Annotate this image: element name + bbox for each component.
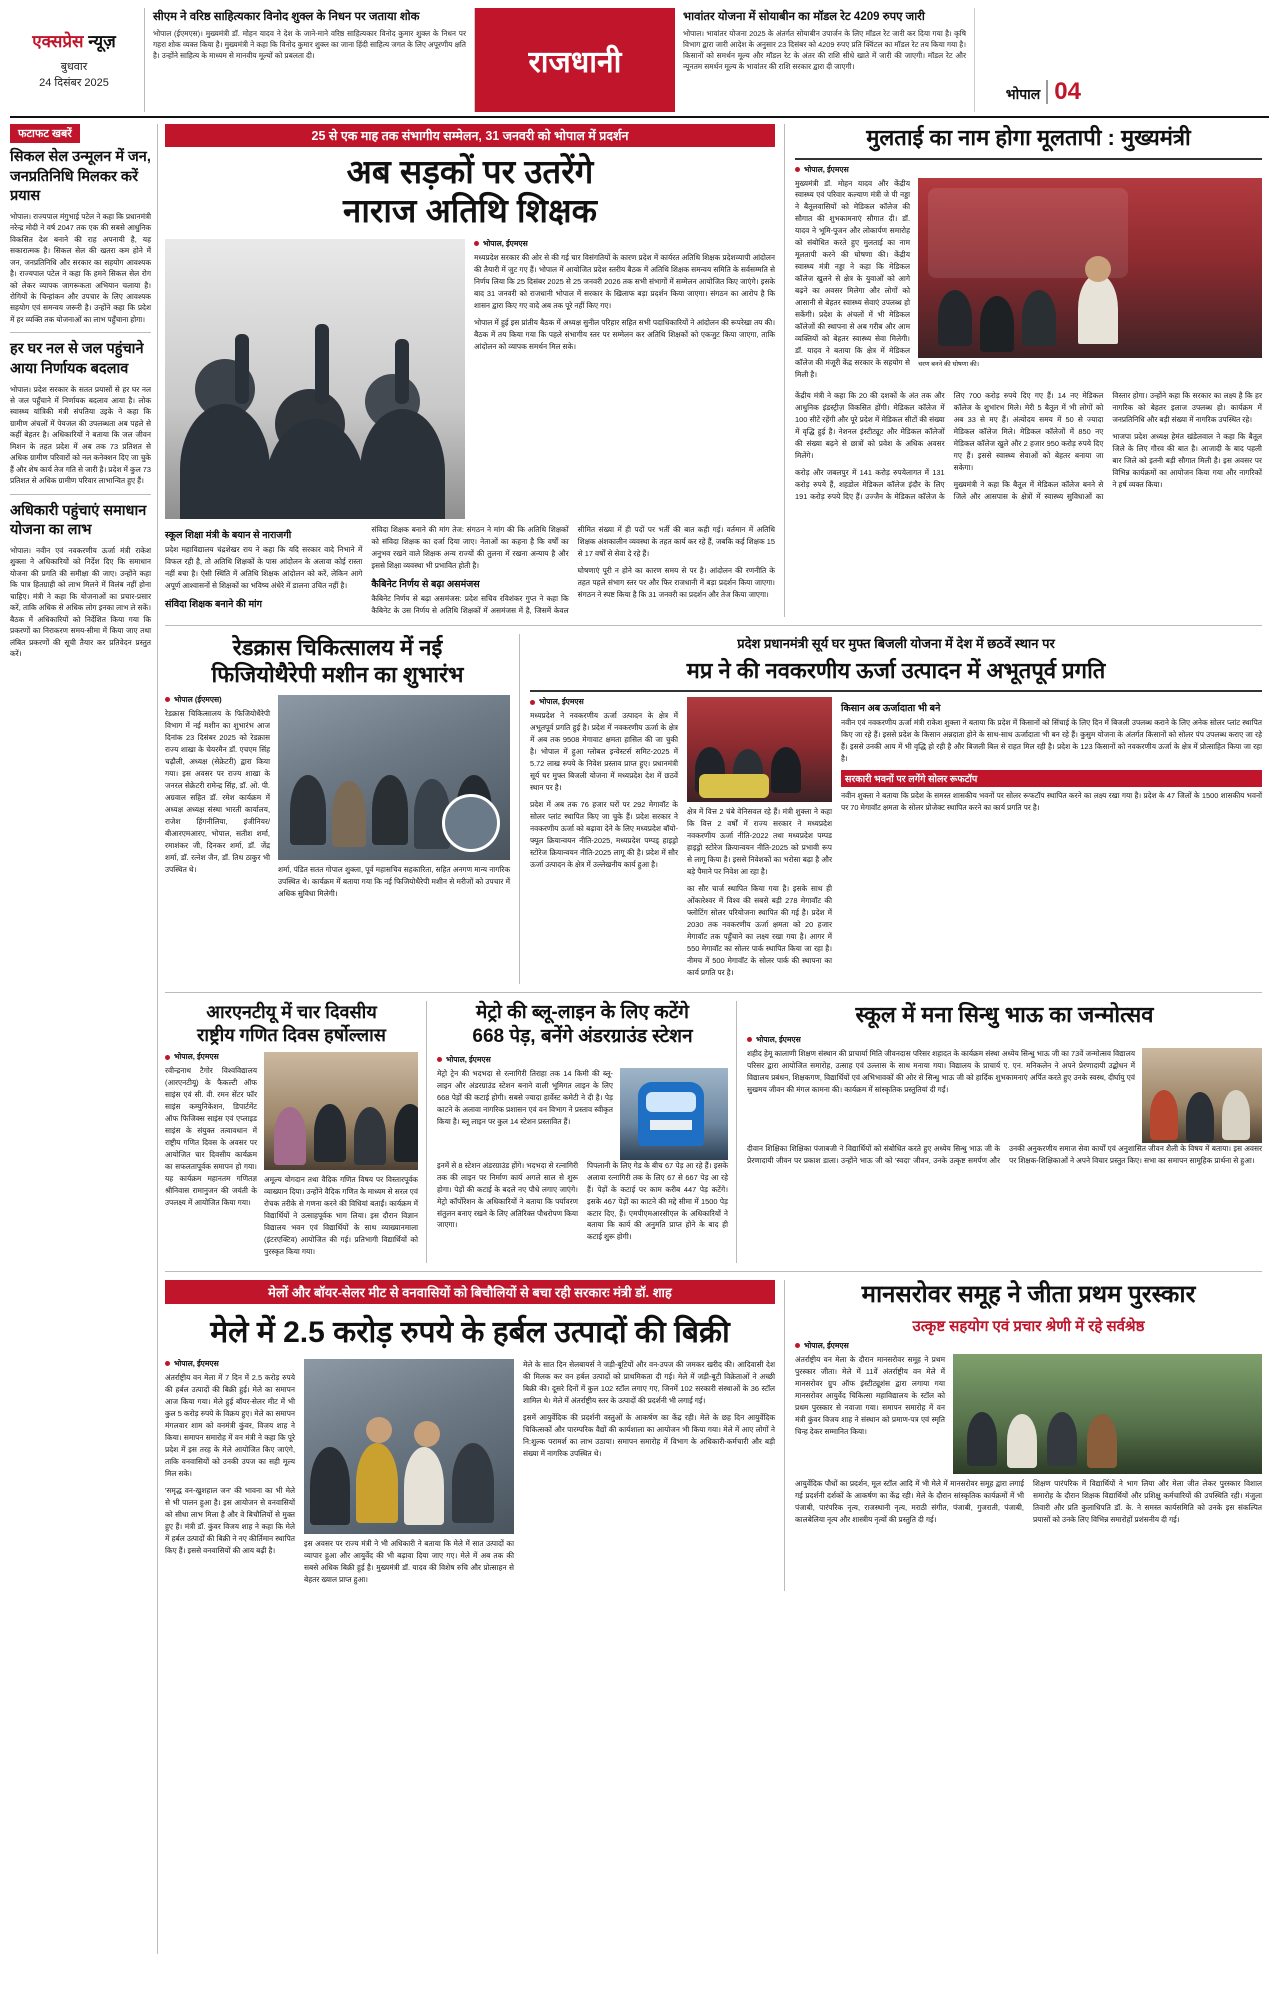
energy-byline: भोपाल, ईएमएस bbox=[530, 697, 678, 707]
edition-title-block bbox=[475, 8, 675, 112]
bottom-left-para-2: इस अवसर पर राज्य मंत्री ने भी अधिकारी ने बताया कि मेले में सात उत्पादों का व्यापार हुआ और आयुर्वेद की भी बढ़ावा दिया जाए गए। मेले में अब तक की सबसे अधिक बिक्री हुई है। मुख्यमंत्री डॉ. यादव की विशेष रुचि और प्रोत्साहन से बेहतर ख्याल प्राप्त हुआ। bbox=[304, 1538, 514, 1584]
dateline-date: 24 दिसंबर 2025 bbox=[39, 76, 109, 89]
school-story bbox=[747, 1001, 1262, 1263]
lead-headline bbox=[165, 153, 775, 231]
rntu-para-1: अमूल्य योगदान तथा वैदिक गणित विषय पर विस्तारपूर्वक व्याख्यान दिया। उन्होंने वैदिक गणित के माध्यम से सरल एवं रोचक तरीके से गणना करने की विधियां बताईं। कार्यक्रम में विद्यार्थियों ने उत्साहपूर्वक भाग लिया। इस दौरान विज्ञान विद्यालय भवन एवं विद्यार्थियों के साथ व्याख्यानमाला (इंटरएक्टिव) आयोजित की गई। प्रतिभागी विद्यार्थियों को पुरस्कृत किया गया। bbox=[264, 1175, 418, 1256]
energy-para-0: मध्यप्रदेश ने नवकरणीय ऊर्जा उत्पादन के क्षेत्र में अभूतपूर्व प्रगति हुई है। प्रदेश में नवकरणीय ऊर्जा के क्षेत्र में अब तक 9508 मेगावाट क्षमता हासिल की जा चुकी है। भोपाल में हुआ ग्लोबल इन्वेस्टर्स समिट-2025 में 5.72 लाख रुपये के निवेश प्रस्ताव प्राप्त हुए। प्रधानमंत्री सूर्य घर मुफ्त बिजली योजना में मध्यप्रदेश देश में छठवें स्थान पर है। bbox=[530, 711, 678, 793]
edition-title: राजधानी bbox=[528, 45, 622, 79]
energy-para-3: का सौर चार्ज स्थापित किया गया है। इसके साथ ही ओंकारेश्वर में विश्व की सबसे बड़ी 278 मेगावॉट की फ्लोटिंग सोलर परियोजना स्थापित की गई है। प्रदेश में 2030 तक नवकरणीय ऊर्जा क्षमता को 20 हजार मेगावॉट तक पहुँचाने का लक्ष्य रखा गया है। आगर में 550 मेगावॉट का सोलर पार्क स्थापित किया जा रहा है। नीमच में 500 मेगावॉट के सोलर पार्क की स्थापना का कार्य प्रगति पर है। bbox=[687, 884, 832, 978]
metro-para-2: पिपलानी के लिए गेड के बीच 67 पेड़ आ रहे हैं। इसके अलावा रत्नागिरी तक के लिए 67 से 667 पेड़ आ रहे हैं। पेड़ों के कटाई पर काम करीब 447 पेड़ कटेंगे। इसके 467 पेड़ों का काटने की मद्दे सीमा में 1500 पेड़ कटार दिए, हैं। एमपीएमआरसीएल के अधिकारियों ने बताया कि कार्य की अनुमति प्राप्त होने के बाद ही कटाई शुरू होगी। bbox=[587, 1160, 728, 1242]
multai-para-3: मुख्यमंत्री ने कहा कि बैतूल में मेडिकल कॉलेज बनने से जिले और आसपास के क्षेत्रों में स्वास्थ्य सुविधाओं का विस्तार होगा। उन्होंने कहा कि सरकार का लक्ष्य है कि हर नागरिक को बेहतर इलाज उपलब्ध हो। कार्यक्रम में जनप्रतिनिधि और बड़ी संख्या में नागरिक उपस्थित रहे। bbox=[953, 391, 1262, 502]
lead-headline-line1: अब सड़कों पर उतरेंगे bbox=[346, 153, 594, 190]
rail-item-2 bbox=[10, 502, 151, 660]
multai-photo-caption: चरण बनने की घोषणा की। bbox=[918, 360, 980, 368]
lead-para-5: घोषणाएं पूरी न होने का कारण समय से पर है। आंदोलन की रणनीति के तहत पहले संभाग स्तर पर और फिर राजधानी में बड़ा प्रदर्शन किया जाएगा। संगठन ने स्पष्ट किया है कि 31 जनवरी का प्रदर्शन और तेज किया जाएगा। bbox=[577, 565, 775, 599]
school-photo bbox=[1142, 1048, 1262, 1143]
multai-para-2: करोड़ और जबलपुर में 141 करोड़ रुपयेलागत में 131 करोड़ रुपये हैं, शहडोल मेडिकल कॉलेज इंदौर के लिए 191 करोड़ रुपये दिए हैं। उज्जैन के मेडिकल कॉलेज के लिए 700 करोड़ रुपये दिए गए हैं। 14 नए मेडिकल कॉलेज के शुभांरभ मिले। मेरी 5 बैतूल में भी लोगों को अब 33 से मए हैं। अंत्योदय समय में 50 से ज्यादा मेडिकल कॉलेज मिले। मेडिकल कॉलेजों में 850 नए मेडिकल कॉलेज खुले और 2 हजार 950 करोड़ रुपये दिए गए हैं। इससे स्वास्थ्य सेवाओं को बेहतर बनाया जा सकेगा। bbox=[795, 391, 1104, 502]
second-row bbox=[165, 634, 1262, 984]
masthead-news-2 bbox=[675, 8, 975, 112]
lead-subhead-0: स्कूल शिक्षा मंत्री के बयान से नाराजगी bbox=[165, 529, 292, 541]
redcross-para-0: रेडक्रास चिकित्सालय के फिजियोथैरेपी विभाग में नई मशीन का शुभारंभ आज दिनांक 23 दिसंबर 2025 को रेडक्रास राज्य शाखा के चेयरमैन डॉ. एचएम सिंह चढ़ौली, अध्यक्ष (सेक्रेटरी) द्वारा किया गया। इस अवसर पर राज्य शाखा के जनरल सेक्रेटरी रामेन्द्र सिंह, डॉ. ओ. पी. अग्रवाल सहित डॉ. रमेश कार्यक्रम में अध्यक्ष अध्यक्ष संस्था भारती कार्यालय, राजेश हिंगनीलिया, इंजीनियर/बीआरएमआरए, भोपाल, सतीश शर्मा, रमाशंकर जी, दिनकर शर्मा, डॉ. जेंद्र शर्मा, डॉ. रत्नेश जैन, डॉ. तिथ ठाकुर भी उपस्थित थे। bbox=[165, 708, 270, 874]
masthead-news-2-body: भोपाल। भावांतर योजना 2025 के अंतर्गत सोयाबीन उपार्जन के लिए मॉडल रेट जारी कर दिया गया है। कृषि विभाग द्वारा जारी आदेश के अनुसार 23 दिसंबर को 4209 रुपए प्रति क्विंटल का मॉडल रेट तय किया गया है। किसानों को समर्थन मूल्य और मॉडल रेट के अंतर की राशि सीधे खाते में जारी की जाएगी। मॉडल रेट और न्यूनतम समर्थन मूल्य के भावांतर की राशि सरकार द्वारा दी जाएगी। bbox=[683, 28, 966, 72]
rail-item-0-body: भोपाल। राज्यपाल मंगुभाई पटेल ने कहा कि प्रधानमंत्री नरेन्द्र मोदी ने वर्ष 2047 तक एक की सबसे आधुनिक विकसित देश बनाने की राह अपनायी है, यह सकारात्मक है। सिकल सेल की खतरा कम होने में जन, जनप्रतिनिधि और सरकार का सहयोग आवश्यक है। राज्यपाल पटेल ने कहा कि हमने सिकल सेल रोग को लेकर व्यापक जागरूकता अभियान चलाया है। रोगियों के चिन्हांकन और उपचार के लिए आवश्यक सहयोग एवं समन्वय जरूरी है। उन्होंने कहा कि प्रदेश में हर व्यक्ति तक योजनाओं का लाभ पहुँचाना होगा। bbox=[10, 211, 151, 324]
dateline-day: बुधवार bbox=[60, 60, 88, 73]
rntu-para-0: रवीन्द्रनाथ टैगोर विश्वविद्यालय (आरएनटीयू) के फैकल्टी ऑफ साइंस एवं सी. वी. रमन सेंटर फॉर साइंस कम्युनिकेशन, डिपार्टमेंट ऑफ फिजिक्स साइंस एवं एप्लाइड साइंस के संयुक्त तत्वावधान में राष्ट्रीय गणित दिवस के अवसर पर आयोजित चार दिवसीय कार्यक्रम का सफलतापूर्वक समापन हो गया। यह कार्यक्रम महानतम गणितज्ञ श्रीनिवास रामानुजन की जयंती के उपलक्ष्य में आयोजित किया गया। bbox=[165, 1066, 257, 1207]
bottom-right-byline: भोपाल, ईएमएस bbox=[795, 1341, 1262, 1351]
divider bbox=[10, 494, 151, 495]
metro-para-0: मेट्रो ट्रेन की भदभदा से रत्नागिरी तिराहा तक 14 किमी की ब्लू-लाइन और अंडरग्राउंड स्टेशन बनाने वाली भूमिगत लाइन के लिए 668 पेड़ों की कटाई होगी। सबसे ज्यादा हार्वेस्ट कमेटी ने दी है। पेड़ काटने के अलावा नागरिक प्रशासन एवं वन विभाग ने प्रस्ताव स्वीकृत किया है। ब्लू लाइन पर कुल 14 स्टेशन प्रस्तावित हैं। bbox=[437, 1068, 613, 1126]
multai-para-1: केंद्रीय मंत्री ने कहा कि 20 की दशकों के अंत तक और आधुनिक इंडस्ट्रीज़ विकसित होंगी। मेडिकल कॉलेज में 100 सीटें रहेंगी और पूरे प्रदेश में मेडिकल सीटों की संख्या में वृद्धि हुई है। नेशनल इंस्टीट्यूट और मेडिकल कॉलेजों की संख्या बढ़ने से छात्रों को प्रवेश के अधिक अवसर मिलेंगे। bbox=[795, 391, 945, 461]
masthead-news-1-heading: सीएम ने वरिष्ठ साहित्यकार विनोद शुक्ल के निधन पर जताया शोक bbox=[153, 11, 420, 23]
bottom-left-headline: मेले में 2.5 करोड़ रुपये के हर्बल उत्पादों की बिक्री bbox=[210, 1315, 730, 1349]
multai-para-4: भाजपा प्रदेश अध्यक्ष हेमंत खंडेलवाल ने कहा कि बैतूल जिले के लिए गौरव की बात है। आजादी के बाद पहली बार जिले को इतनी बड़ी सौगात मिली है। इस अवसर पर विभिन्न कार्यक्रमों का आयोजन किया गया और नागरिकों ने हर्ष व्यक्त किया। bbox=[1112, 432, 1262, 490]
brand-part-1: एक्सप्रेस bbox=[32, 31, 84, 51]
rntu-heading: आरएनटीयू में चार दिवसीय राष्ट्रीय गणित दिवस हर्षोल्लास bbox=[197, 1002, 386, 1045]
rail-item-1 bbox=[10, 340, 151, 486]
energy-photo bbox=[687, 697, 832, 802]
bottom-right-subheading: उत्कृष्ट सहयोग एवं प्रचार श्रेणी में रहे सर्वश्रेष्ठ bbox=[912, 1317, 1145, 1335]
multai-byline: भोपाल, ईएमएस bbox=[795, 165, 1262, 175]
rail-item-1-body: भोपाल। प्रदेश सरकार के सतत प्रयासों से हर घर नल से जल पहुँचाने में निर्णायक बदलाव आया है। लोक स्वास्थ्य यांत्रिकी मंत्री संपतिया उइके ने कहा कि ग्रामीण अंचलों में पेयजल की उपलब्धता अब पहले से कहीं बेहतर है। अधिकारियों ने बताया कि जल जीवन मिशन के तहत प्रदेश में अब तक 73 प्रतिशत से अधिक ग्रामीण परिवारों को नल कनेक्शन दिए जा चुके हैं और शेष कार्य तेज गति से जारी है। प्रदेश में कुल 73 प्रतिशत से अधिक ग्रामीण परिवार लाभान्वित हुए हैं। bbox=[10, 384, 151, 486]
redcross-byline: भोपाल (ईएमएस) bbox=[165, 695, 270, 705]
energy-kicker: प्रदेश प्रधानमंत्री सूर्य घर मुफ्त बिजली योजना में देश में छठवें स्थान पर bbox=[737, 635, 1055, 651]
bottom-left-photo bbox=[304, 1359, 514, 1534]
energy-para-1: प्रदेश में अब तक 76 हजार घरों पर 292 मेगावॉट के सोलर प्लांट स्थापित किए जा चुके हैं। प्रदेश सरकार ने नवकरणीय ऊर्जा को बढ़ावा देने के लिए मध्यप्रदेश बॉयो-फ्यूल क्रियान्वयन नीति-2025, मध्यप्रदेश पम्पड् हाइड्रो स्टोरेज क्रियान्वयन नीति-2025 लागू की है। प्रदेश में सौर ऊर्जा उत्पादन के क्षेत्र में उल्लेखनीय कार्य हुआ है। bbox=[530, 800, 678, 870]
rail-tag: फटाफट खबरें bbox=[10, 124, 80, 143]
lead-para-3: कैबिनेट निर्णय से बढ़ा असमंजस: प्रदेश सचिव रविशंकर गुप्त ने कहा कि कैबिनेट के उस निर्णय से अतिथि शिक्षकों में असमंजस में है, जिसमें केवल सीमित संख्या में ही पदों पर भर्ती की बात कही गई। वर्तमान में अतिथि शिक्षक अंशकालीन व्यवस्था के तहत कार्य कर रहे हैं, जबकि कई शिक्षक 15 से 17 वर्षों से सेवा दे रहे हैं। bbox=[371, 524, 775, 615]
redcross-heading: रेडक्रास चिकित्सालय में नई फिजियोथैरेपी मशीन का शुभारंभ bbox=[211, 634, 464, 688]
rail-item-0 bbox=[10, 148, 151, 325]
main-columns bbox=[158, 124, 1269, 1954]
multai-story bbox=[795, 124, 1262, 617]
masthead-news-1 bbox=[145, 8, 475, 112]
redcross-photo bbox=[278, 695, 510, 860]
multai-heading: मुलताई का नाम होगा मूलतापी : मुख्यमंत्री bbox=[866, 125, 1191, 150]
lead-story bbox=[165, 124, 785, 617]
bottom-row bbox=[165, 1280, 1262, 1591]
school-heading: स्कूल में मना सिन्धु भाऊ का जन्मोत्सव bbox=[855, 1002, 1154, 1028]
top-row bbox=[165, 124, 1262, 617]
rail-item-1-heading: हर घर नल से जल पहुंचाने आया निर्णायक बदलाव bbox=[10, 341, 144, 377]
bottom-left-story bbox=[165, 1280, 785, 1591]
bottom-right-para-1: आयुर्वेदिक पौधों का प्रदर्शन, मूल स्टॉल आदि में भी मेले में मानसरोवर समूह द्वारा लगाई गई प्रदर्शनी दर्शकों के आकर्षण का केंद्र रही। मेले के दौरान सांस्कृतिक कार्यक्रमों में भी पंजाबी, पारंपरिक नृत्य, राजस्थानी नृत्य, मराठी संगीत, पंजाबी, गुजराती, पंजाबी, कालबेलिया नृत्य और शास्त्रीय नृत्यों की प्रस्तुति दी गई। bbox=[795, 1478, 1024, 1524]
multai-photo bbox=[918, 178, 1262, 358]
bottom-left-para-3: मेले के सात दिन सेलबायर्स ने जड़ी-बूटियों और वन-उपज की जमकर खरीद की। आदिवासी देश की मिलक कर वन हर्बल उत्पादों को प्राथमिकता दी गई। मेले में जड़ी-बूटी विक्रेताओं ने अच्छी बिक्री की। दूसरे दिनों में कुल 102 स्टॉल लगाए गए, जिनमें 102 सरकारी संस्थाओं के 36 स्टॉल शामिल थे। मेले में अंतर्राष्ट्रीय स्तर के उत्पादों की प्रदर्शनी भी लगाई गई। bbox=[523, 1359, 775, 1405]
rntu-story bbox=[165, 1001, 427, 1263]
energy-para-2: क्षेत्र में वित्त 2 चंबे वेनिसवल रहे हैं। मंत्री शुक्ला ने कहा कि वित्त 2 वर्षों में राज्य सरकार ने मध्यप्रदेश नवकरणीय ऊर्जा नीति-2022 तथा मध्यप्रदेश पम्पड हाइड्रो स्टोरेज क्रियान्वयन नीति-2025 को प्रभावी रूप से लागू किया है। इससे निवेशकों का भरोसा बढ़ा है और बड़े पैमाने पर निवेश आ रहा है। bbox=[687, 807, 832, 877]
third-row bbox=[165, 1001, 1262, 1263]
bottom-right-photo bbox=[953, 1354, 1262, 1474]
lead-banner: 25 से एक माह तक संभागीय सम्मेलन, 31 जनवरी को भोपाल में प्रदर्शन bbox=[165, 124, 775, 147]
lead-byline: भोपाल, ईएमएस bbox=[474, 239, 775, 249]
page-number: 04 bbox=[1046, 80, 1081, 104]
masthead-logo bbox=[10, 8, 145, 112]
rail-item-2-body: भोपाल। नवीन एवं नवकरणीय ऊर्जा मंत्री राकेश शुक्ला ने अधिकारियों को निर्देश दिए कि समाधान योजना की प्रगति की समीक्षा की जाए। उन्होंने कहा कि पात्र हितग्राही को लाभ मिलने में विलंब नहीं होना चाहिए। मंत्री ने कहा कि योजनाओं का प्रचार-प्रसार करें, ताकि अधिक से अधिक लोग इनका लाभ ले सकें। बैठक में अधिकारियों को निर्देशित किया गया कि प्रकरणों का निराकरण समय-सीमा में किया जाए तथा लंबित प्रकरणों की सूची तैयार कर प्रतिवेदन प्रस्तुत करें। bbox=[10, 545, 151, 659]
lead-photo bbox=[165, 239, 465, 519]
lead-photo-wrap bbox=[165, 239, 465, 519]
school-byline: भोपाल, ईएमएस bbox=[747, 1035, 1262, 1045]
bottom-left-para-1: 'समृद्ध वन-खुशहाल जन' की भावना का भी मेले से भी पालन हुआ है। इस आयोजन से वनवासियों को सीधा लाभ मिला है और वे बिचौलियों से मुक्त हुए हैं। मंत्री डॉ. कुंवर विजय शाह ने कहा कि मेले में हर्बल उत्पादों की बिक्री ने नए कीर्तिमान स्थापित किए हैं। इससे वनवासियों की आय बढ़ी है। bbox=[165, 1485, 295, 1555]
brand-part-2: न्यूज़ bbox=[83, 31, 116, 51]
redcross-story bbox=[165, 634, 520, 984]
brand-name bbox=[32, 29, 115, 52]
energy-sub2-title: सरकारी भवनों पर लगेंगे सोलर रूफटॉप bbox=[841, 770, 1262, 787]
multai-para-0: मुख्यमंत्री डॉ. मोहन यादव और केंद्रीय स्वास्थ्य एवं परिवार कल्याण मंत्री जे पी नड्डा ने बैतूलवासियों को मेडिकल कॉलेज की सौगात की शुभकामनाएं सौगात दी। डॉ. यादव ने भूमि-पूजन और लोकार्पण समारोह को संबोधित करते हुए मुलताई का नाम मूलतापी करने की घोषणा की। केंद्रीय स्वास्थ्य मंत्री नड्डा ने कहा कि मेडिकल कॉलेज खुलने से क्षेत्र के युवाओं को आगे बढ़ने का अवसर मिलेगा और लोगों को आसानी से बेहतर स्वास्थ्य सेवाएं उपलब्ध हो सकेंगी। प्रदेश के अंचलों में भी मेडिकल कॉलेजों की स्थापना से अब गरीब और आम व्यक्तियों को बेहतर स्वास्थ्य सेवा मिलेगी। डॉ. यादव ने बताया कि क्षेत्र में मेडिकल कॉलेज की मंजूरी केंद्र सरकार के सहयोग से मिली है। bbox=[795, 178, 910, 380]
lead-para-1: भोपाल में हुई इस प्रांतीय बैठक में अध्यक्ष सुनील परिहार सहित सभी पदाधिकारियों ने आंदोलन की रूपरेखा तय की। बैठक में तय किया गया कि पहले संभागीय स्तर पर सम्मेलन कर अतिथि शिक्षकों को एकजुट किया जाएगा, ताकि आंदोलन को व्यापक समर्थन मिल सके। bbox=[474, 317, 775, 351]
rntu-byline: भोपाल, ईएमएस bbox=[165, 1052, 257, 1062]
rail-item-0-heading: सिकल सेल उन्मूलन में जन, जनप्रतिनिधि मिलकर करें प्रयास bbox=[10, 149, 151, 205]
energy-sub2-body: नवीन शुक्ला ने बताया कि प्रदेश के समस्त शासकीय भवनों पर सोलर रूफटॉप स्थापित करने का लक्ष्य रखा गया है। प्रदेश के 47 जिलों के 1500 शासकीय भवनों पर 70 मेगावॉट क्षमता के सोलर प्रोजेक्ट स्थापित करने का कार्य प्रगति पर है। bbox=[841, 791, 1262, 813]
energy-heading: मप्र ने की नवकरणीय ऊर्जा उत्पादन में अभूतपूर्व प्रगति bbox=[686, 657, 1106, 683]
page-body bbox=[10, 124, 1269, 1954]
metro-byline: भोपाल, ईएमएस bbox=[437, 1055, 728, 1065]
bottom-left-para-4: इसमें आयुर्वेदिक की प्रदर्शनी वस्तुओं के आकर्षण का केंद्र रही। मेले के छह दिन आयुर्वेदिक चिकित्सकों और पारम्परिक वैद्यों की कार्यशाला का आयोजन भी किया गया। मेले में आए लोगों ने नि:शुल्क परामर्श का लाभ उठाया। समापन समारोह में विभाग के अधिकारी-कर्मचारी और बड़ी संख्या में नागरिक उपस्थित थे। bbox=[523, 1412, 775, 1458]
bottom-right-para-2: शिक्षण पारंपरिक में विद्यार्थियों ने भाग लिया और मेला जीत लेकर पुरस्कार विशाल समारोह के दौरान शिक्षक विद्यार्थियों और प्रशिक्षु कर्मचारियों की उपस्थिति रही। मंजुला तिवारी और प्रति कुलाधिपति डॉ. के. ने समस्त कार्यसमिति को उनके इस संकल्पित प्रयासों को उनके लिए विभिन्न समारोहों प्रशंसनीय दी गई। bbox=[1033, 1478, 1262, 1524]
school-para-1: दीवान शिक्षिका शिक्षिका पंजाबजी ने विद्यार्थियों को संबोधित करते हुए अध्येय सिन्धु भाऊ जी के प्रेरणादायी जीवन पर प्रकाश डाला। उन्होंने भाऊ जी को 'स्वदा' जीवन, उनके उत्कृष्ट समर्पण और उनकी अनुकरणीय समाज सेवा कार्यों एवं अनुशासित जीवन शैली के विषय में बताया। इस अवसर पर शिक्षक-शिक्षिकाओं ने अपने विचार प्रस्तुत किए। सभा का समापन सामूहिक प्रार्थना से हुआ। bbox=[747, 1143, 1262, 1165]
rntu-photo bbox=[264, 1052, 418, 1170]
bottom-right-para-0: अंतर्राष्ट्रीय वन मेला के दौरान मानसरोवर समूह ने प्रथम पुरस्कार जीता। मेले में 11वें अंतर्राष्ट्रीय वन मेले में मानसरोवर ग्रुप ऑफ इंस्टीट्यूशंस द्वारा लगाया गया मानसरोवर आयुर्वेद चिकित्सा महाविद्यालय के स्टॉल को प्रथम पुरस्कार से नवाजा गया। समापन समारोह में वन मंत्री कुंवर विजय शाह ने संस्थान को प्रमाण-पत्र एवं स्मृति चिन्ह देकर सम्मानित किया। bbox=[795, 1354, 945, 1436]
divider bbox=[10, 332, 151, 333]
lead-subhead-2: कैबिनेट निर्णय से बढ़ा असमंजस bbox=[371, 578, 480, 590]
bottom-right-story bbox=[795, 1280, 1262, 1591]
page-locator bbox=[975, 8, 1085, 112]
masthead-news-2-heading: भावांतर योजना में सोयाबीन का मॉडल रेट 4209 रुपए जारी bbox=[683, 11, 925, 23]
left-rail bbox=[10, 124, 158, 1954]
lead-para-0: मध्यप्रदेश सरकार की ओर से की गई चार विसंगतियों के कारण प्रदेश में कार्यरत अतिथि शिक्षक प्रदेशव्यापी आंदोलन की तैयारी में जुट गए हैं। भोपाल में आयोजित प्रदेश स्तरीय बैठक में अतिथि शिक्षक समन्वय समिति के सर्वसम्मति से निर्णय लिया कि 25 दिसंबर 2025 से 25 जनवरी 2026 तक सभी संभागों में सम्मेलन आयोजित किए जाएंगे। इसके बाद 31 जनवरी को राजधानी भोपाल में सरकार के खिलाफ बड़ा प्रदर्शन किया जाएगा। संगठन का आरोप है कि शासन द्वारा किए गए वादे अब तक पूरे नहीं किए गए। bbox=[474, 252, 775, 310]
masthead bbox=[10, 8, 1269, 118]
energy-sub1-body: नवीन एवं नवकरणीय ऊर्जा मंत्री राकेश शुक्ला ने बताया कि प्रदेश में किसानों को सिंचाई के लिए दिन में बिजली उपलब्ध कराने के लिए अनेक सोलर प्लांट स्थापित किए जा रहे हैं। इससे प्रदेश के किसान अन्नदाता होने के साथ-साथ ऊर्जादाता भी बन रहे हैं। कुसुम योजना के अंतर्गत किसानों को सोलर पंप उपलब्ध कराए जा रहे हैं। इससे उनकी आय में भी वृद्धि हो रही है और बिजली बिल से राहत मिल रही है। प्रदेश के 123 किसानों को नवकरणीय ऊर्जा के क्षेत्र में प्रोत्साहित किया जा रहा है। bbox=[841, 718, 1262, 764]
dateline bbox=[39, 60, 109, 92]
masthead-news-1-body: भोपाल (ईएमएस)। मुख्यमंत्री डॉ. मोहन यादव ने देश के जाने-माने वरिष्ठ साहित्यकार विनोद कुमार शुक्ल के निधन पर गहरा शोक व्यक्त किया है। मुख्यमंत्री ने कहा कि विनोद कुमार शुक्ल का जाना हिंदी साहित्य जगत के लिए अपूरणीय क्षति है। उन्होंने साहित्य के माध्यम से मानवीय मूल्यों को प्रबलता दी। bbox=[153, 28, 466, 61]
metro-para-1: इनमें से 8 स्टेशन अंडरग्राउंड होंगे। भदभदा से रत्नागिरी तक की लाइन पर निर्माण कार्य अगले साल से शुरू होगा। पेड़ों की कटाई के बदले नए पौधे लगाए जाएंगे। मेट्रो कॉर्पोरेशन के अधिकारियों ने बताया कि पर्यावरण संतुलन बनाए रखने के लिए अतिरिक्त पौधरोपण किया जाएगा। bbox=[437, 1160, 578, 1230]
energy-story bbox=[530, 634, 1262, 984]
metro-photo bbox=[620, 1068, 728, 1160]
city-name: भोपाल bbox=[1005, 86, 1041, 102]
metro-heading: मेट्रो की ब्लू-लाइन के लिए कटेंगे 668 पेड़, बनेंगे अंडरग्राउंड स्टेशन bbox=[472, 1002, 693, 1047]
lead-para-4: संविदा शिक्षक बनाने की मांग तेज: संगठन ने मांग की कि अतिथि शिक्षकों को संविदा शिक्षक का दर्जा दिया जाए। नेताओं का कहना है कि वर्षों का अनुभव रखने वाले शिक्षक अन्य राज्यों की तुलना में रखना अन्याय है और इससे शिक्षा व्यवस्था भी प्रभावित होती है। bbox=[371, 524, 569, 570]
lead-subhead-1: संविदा शिक्षक बनाने की मांग bbox=[165, 598, 262, 610]
redcross-para-1: शर्मा, पंडित सतत गोपाल शुक्ला, पूर्व महासचिव सहकारिता, सहित अनगण मान्य नागरिक उपस्थित थे। कार्यक्रम में बताया गया कि नई फिजियोथैरेपी मशीन से मरीजों को उपचार में अधिक सुविधा मिलेगी। bbox=[278, 864, 510, 898]
bottom-right-heading: मानसरोवर समूह ने जीता प्रथम पुरस्कार bbox=[861, 1280, 1196, 1308]
school-para-0: शहीद हेमू कालाणी शिक्षण संस्थान की प्राचार्या मिति जीवनदास परिसर शहादत के कार्यक्रम संस्था अध्येय सिन्धु भाऊ जी का 73वें जन्मोत्सव विद्यालय परिसर द्वारा आयोजित समारोह, उत्साह एवं उल्लास के साथ मनाया गया। विद्यालय के प्राचार्य ए. एन. मनिकलेन ने अपने प्रेरणादायी उद्बोधन में विद्यालय प्रबंधन, शिक्षकगण, विद्यार्थियों एवं अभिभावकों की ओर से सिन्धु भाऊ जी को हार्दिक शुभकामनाएं अर्पित करते हुए उनके स्वस्थ, दीर्घायु एवं सुखमय जीवन की मंगल कामना की। कार्यक्रम में सांस्कृतिक प्रस्तुतियां दी गईं। bbox=[747, 1048, 1135, 1094]
bottom-left-banner: मेलों और बॉयर-सेलर मीट से वनवासियों को बिचौलियों से बचा रही सरकारः मंत्री डॉ. शाह bbox=[165, 1280, 775, 1304]
bottom-left-byline: भोपाल, ईएमएस bbox=[165, 1359, 295, 1369]
masthead-news bbox=[145, 8, 1269, 112]
bottom-left-para-0: अंतर्राष्ट्रीय वन मेला में 7 दिन में 2.5 करोड़ रुपये की हर्बल उत्पादों की बिक्री हुई। मेले का समापन आज किया गया। मेले हुई बॉयर-सेलर मीट में भी कुल 5 करोड़ रुपये के विक्रय हुए। मेले का समापन मंगलवार शाम को वनमंत्री कुंवर, विजय शाह ने किया। समापन समारोह में वन मंत्री ने कहा कि पूरे प्रदेश में इस तरह के मेले आयोजित किए जाएंगे, ताकि वनवासियों को उनकी उपज का सही मूल्य मिल सके। bbox=[165, 1372, 295, 1478]
energy-sub1-title: किसान अब ऊर्जादाता भी बने bbox=[841, 703, 941, 715]
lead-para-2: प्रदेश महाविद्यालय चंद्रशेखर राय ने कहा कि यदि सरकार वादे निभाने में विफल रही है, तो अतिथि शिक्षकों के पास आंदोलन के अलावा कोई रास्ता नहीं बचा है। ऐसी स्थिति में अतिथि शिक्षक आंदोलन को करें, लेकिन आगे अपूर्ण आश्वासनों से शिक्षकों का भविष्य अंधेरे में डालना उचित नहीं है। bbox=[165, 544, 363, 590]
lead-headline-line2: नाराज अतिथि शिक्षक bbox=[343, 191, 597, 229]
metro-story bbox=[437, 1001, 737, 1263]
rail-item-2-heading: अधिकारी पहुंचाएं समाधान योजना का लाभ bbox=[10, 502, 147, 539]
